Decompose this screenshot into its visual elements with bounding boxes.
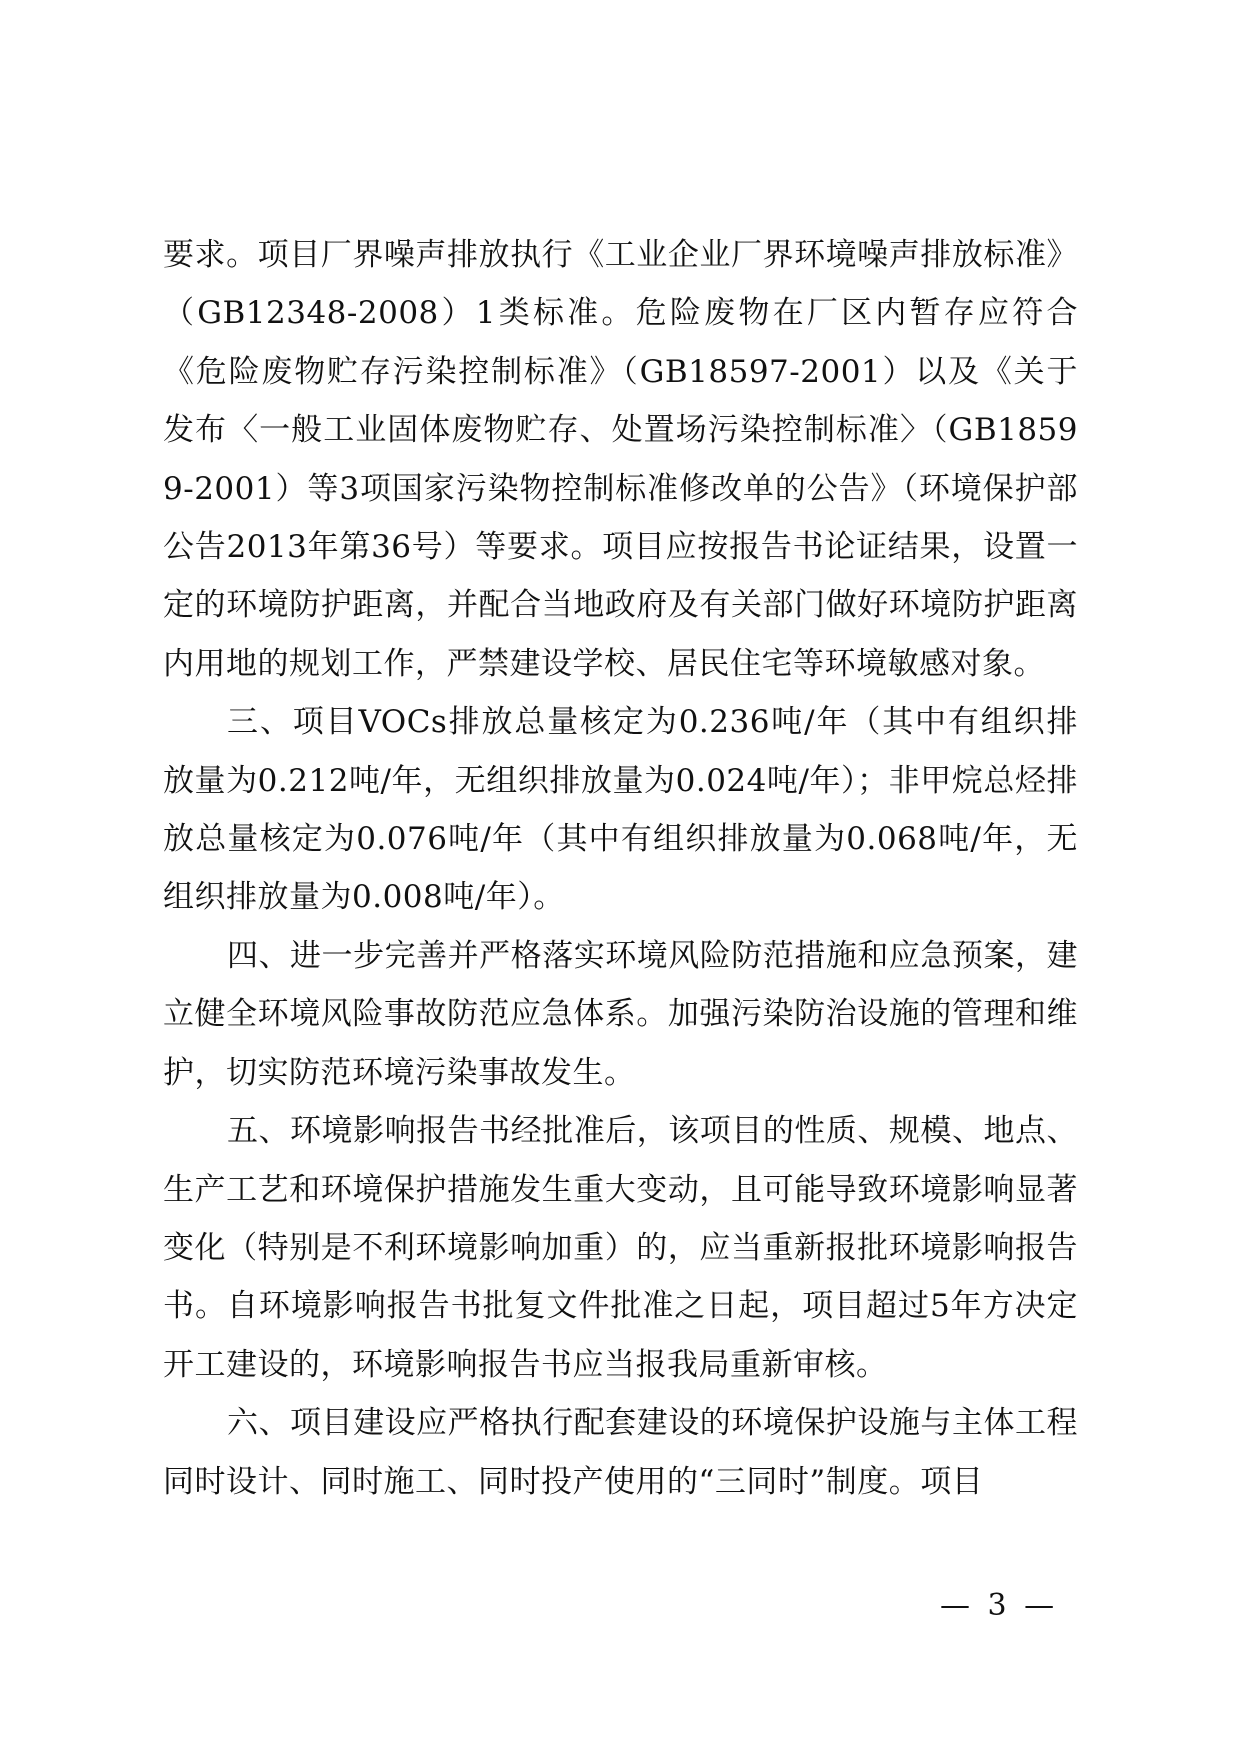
document-body — [163, 226, 1078, 1511]
paragraph-section-5: 五、环境影响报告书经批准后，该项目的性质、规模、地点、生产工艺和环境保护措施发生重大变动，且可能导致环境影响显著变化（特别是不利环境影响加重）的，应当重新报批环境影响报告书。自环境影响报告书批复文件批准之日起，项目超过5年方决定开工建设的，环境影响报告书应当报我局重新审核。 — [163, 1113, 1078, 1383]
paragraph-continuation: 要求。项目厂界噪声排放执行《工业企业厂界环境噪声排放标准》（GB12348-2008）1类标准。危险废物在厂区内暂存应符合《危险废物贮存污染控制标准》（GB18597-2001）以及《关于发布〈一般工业固体废物贮存、处置场污染控制标准〉（GB18599-2001）等3项国家污染物控制标准修改单的公告》（环境保护部公告2013年第36号）等要求。项目应按报告书论证结果，设置一定的环境防护距离，并配合当地政府及有关部门做好环境防护距离内用地的规划工作，严禁建设学校、居民住宅等环境敏感对象。 — [163, 237, 1078, 682]
paragraph-section-6: 六、项目建设应严格执行配套建设的环境保护设施与主体工程同时设计、同时施工、同时投产使用的“三同时”制度。项目 — [163, 1405, 1078, 1500]
paragraph-section-4: 四、进一步完善并严格落实环境风险防范措施和应急预案，建立健全环境风险事故防范应急体系。加强污染防治设施的管理和维护，切实防范环境污染事故发生。 — [163, 937, 1078, 1091]
paragraph-section-3: 三、项目VOCs排放总量核定为0.236吨/年（其中有组织排放量为0.212吨/年，无组织排放量为0.024吨/年）；非甲烷总烃排放总量核定为0.076吨/年（其中有组织排放量为0.068吨/年，无组织排放量为0.008吨/年）。 — [163, 704, 1078, 916]
page-number: — 3 — — [940, 1588, 1059, 1623]
